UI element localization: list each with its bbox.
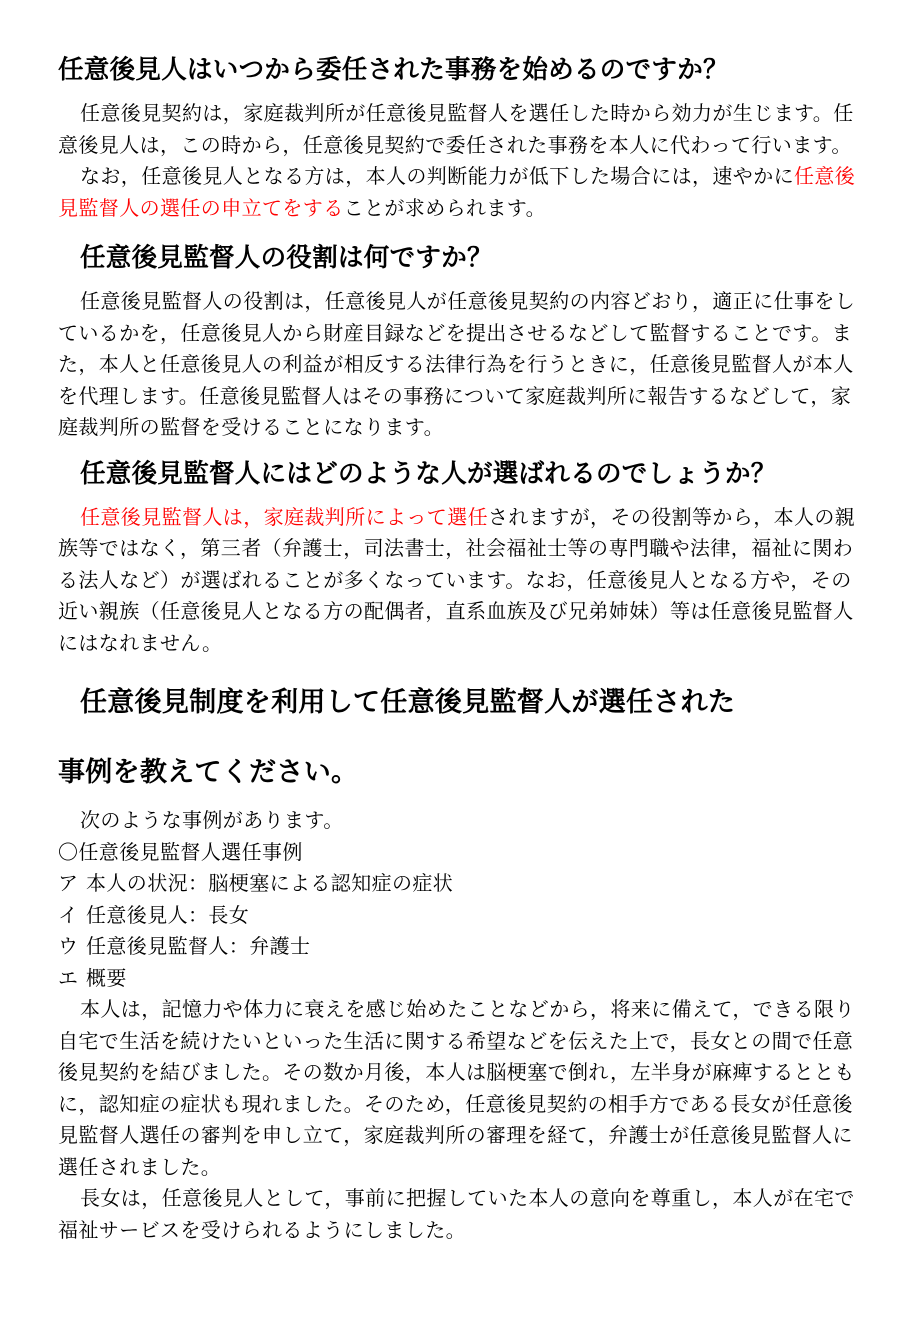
list-item-mark: イ <box>58 902 79 927</box>
list-item-text: 任意後見人：長女 <box>86 902 250 927</box>
list-item <box>58 963 868 995</box>
para-case-summary: 本人は，記憶力や体力に衰えを感じ始めたことなどから，将来に備えて，できる限り自宅で生活を続けたいといった生活に関する希望などを伝えた上で，長女との間で任意後見契約を結びました。その数か月後，本人は脳梗塞で倒れ，左半身が麻痺するとともに，認知症の症状も現れました。そのため，任意後見契約の相手方である長女が任意後見監督人選任の審判を申し立て，家庭裁判所の審理を経て，弁護士が任意後見監督人に選任されました。 <box>58 997 855 1179</box>
list-item-text: 概要 <box>86 965 127 990</box>
para-application-duty-post: ことが求められます。 <box>343 195 547 220</box>
heading-case-example-line2: 事例を教えてください。 <box>58 757 359 788</box>
para-case-result: 長女は，任意後見人として，事前に把握していた本人の意向を尊重し，本人が在宅で福祉サービスを受けられるようにしました。 <box>58 1186 855 1242</box>
list-item-text: 任意後見監督人：弁護士 <box>86 934 311 958</box>
para-application-duty-pre: なお，任意後見人となる方は，本人の判断能力が低下した場合には，速やかに <box>80 164 794 188</box>
case-title: 〇任意後見監督人選任事例 <box>58 839 303 864</box>
para-contract-effect: 任意後見契約は，家庭裁判所が任意後見監督人を選任した時から効力が生じます。任意後見人は，この時から，任意後見契約で委任された事務を本人に代わって行います。 <box>58 101 854 157</box>
list-item <box>58 931 868 963</box>
para-supervisor-role: 任意後見監督人の役割は，任意後見人が任意後見契約の内容どおり，適正に仕事をしているかを，任意後見人から財産目録などを提出させるなどして監督することです。また，本人と任意後見人の利益が相反する法律行為を行うときに，任意後見監督人が本人を代理します。任意後見監督人はその事務について家庭裁判所に報告するなどして，家庭裁判所の監督を受けることになります。 <box>58 289 856 439</box>
list-item <box>58 900 868 932</box>
heading-when-start: 任意後見人はいつから委任された事務を始めるのですか？ <box>58 55 729 85</box>
heading-case-example-line1: 任意後見制度を利用して任意後見監督人が選任された <box>80 687 736 718</box>
para-who-selected <box>58 502 868 660</box>
list-item-text: 本人の状況：脳梗塞による認知症の症状 <box>86 871 454 895</box>
list-item <box>58 868 868 900</box>
highlight-selection: 任意後見監督人は，家庭裁判所によって選任 <box>80 504 488 529</box>
list-item-mark: エ <box>58 965 79 990</box>
heading-supervisor-role: 任意後見監督人の役割は何ですか？ <box>80 243 493 273</box>
para-application-duty <box>58 161 868 224</box>
para-case-intro: 次のような事例があります。 <box>80 808 344 832</box>
heading-who-selected: 任意後見監督人にはどのような人が選ばれるのでしょうか？ <box>80 458 777 489</box>
list-item-mark: ウ <box>58 934 79 958</box>
highlight-application: 任意後見監督人の選任の申立てをする <box>58 164 856 220</box>
document-page <box>58 52 868 1246</box>
list-item-mark: ア <box>58 871 79 895</box>
para-who-selected-rest: されますが，その役割等から，本人の親族等ではなく，第三者（弁護士，司法書士，社会福祉士等の専門職や法律，福祉に関わる法人など）が選ばれることが多くなっています。なお，任意後見人となる方や，その近い親族（任意後見人となる方の配偶者，直系血族及び兄弟姉妹）等は任意後見監督人にはなれません。 <box>58 504 856 655</box>
